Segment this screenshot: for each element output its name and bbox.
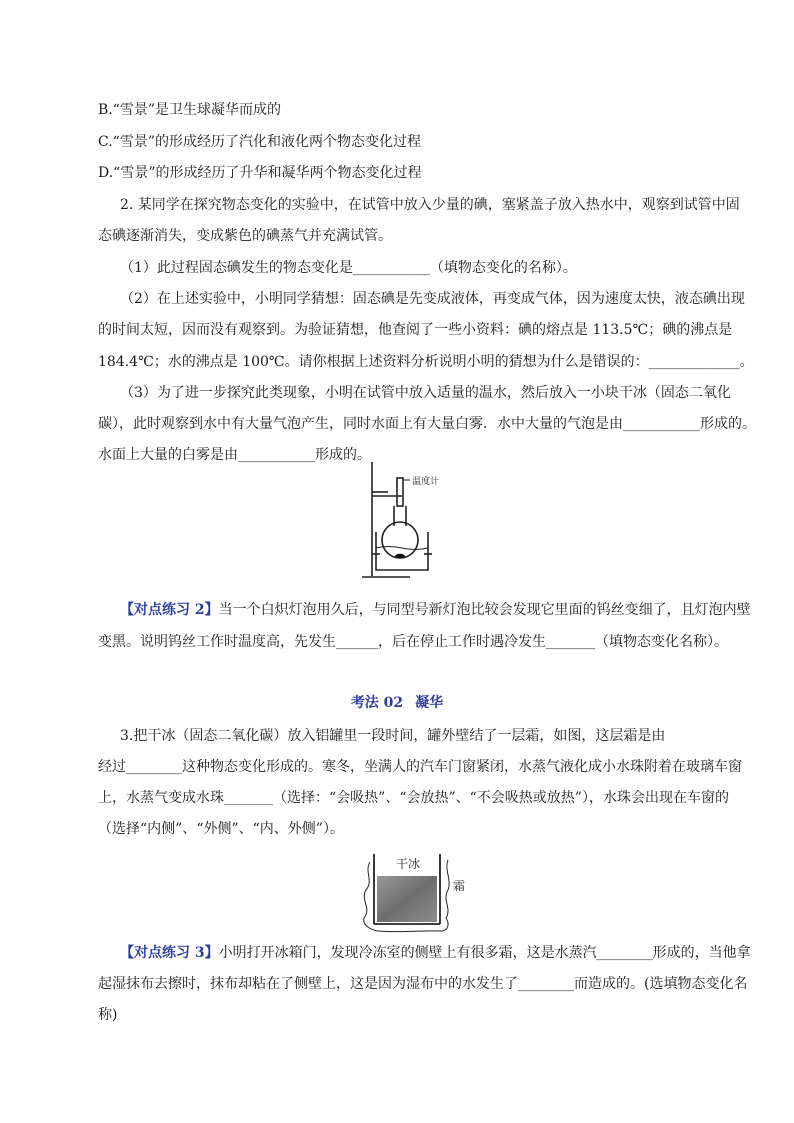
q2-part-2b: 的时间太短，因而没有观察到。为验证猜想，他查阅了一些小资料：碘的熔点是 113.5℃；碘的沸点是 bbox=[98, 322, 733, 338]
section-number: 考法 02 bbox=[350, 695, 404, 711]
practice-3-line-2: 起湿抹布去擦时，抹布却粘在了侧壁上，这是因为湿布中的水发生了________而造成的。(选填物态变化名 bbox=[98, 976, 748, 992]
q3-line-2: 经过________这种物态变化形成的。寒冬，坐满人的汽车门窗紧闭，水蒸气液化成小水珠附着在玻璃车窗 bbox=[98, 759, 742, 775]
q3-line-1: 3.把干冰（固态二氧化碳）放入铝罐里一段时间，罐外壁结了一层霜，如图，这层霜是由 bbox=[120, 728, 666, 744]
q2-part-2a: （2）在上述实验中，小明同学猜想：固态碘是先变成液体，再变成气体，因为速度太快，液态碘出现 bbox=[120, 291, 745, 307]
option-d: D.“雪景”的形成经历了升华和凝华两个物态变化过程 bbox=[98, 165, 422, 181]
section-heading bbox=[0, 692, 794, 712]
thermometer-label: 温度计 bbox=[412, 476, 440, 486]
q3-line-4: （选择“内侧”、“外侧”、“内、外侧”）。 bbox=[98, 821, 344, 837]
q2-part-3b: 碳），此时观察到水中有大量气泡产生，同时水面上有大量白雾．水中大量的气泡是由___________形成的。 bbox=[98, 416, 756, 432]
q2-line-2: 态碘逐渐消失，变成紫色的碘蒸气并充满试管。 bbox=[98, 228, 392, 244]
practice-3-line-1 bbox=[120, 943, 751, 963]
q2-part-3c: 水面上大量的白雾是由___________形成的。 bbox=[98, 447, 371, 463]
dry-ice-label: 干冰 bbox=[396, 857, 421, 871]
q2-part-2c: 184.4℃；水的沸点是 100℃。请你根据上述资料分析说明小明的猜想为什么是错误的：_____________。 bbox=[98, 354, 754, 370]
q3-line-3: 上，水蒸气变成水珠_______（选择：“会吸热”、“会放热”、“不会吸热或放热”），水珠会出现在车窗的 bbox=[98, 790, 729, 806]
practice-3-tag: 【对点练习 3】 bbox=[120, 945, 219, 961]
section-title: 凝华 bbox=[415, 695, 444, 711]
practice-2-text: 当一个白炽灯泡用久后，与同型号新灯泡比较会发现它里面的钨丝变细了，且灯泡内壁 bbox=[218, 602, 751, 618]
practice-3-line-3: 称) bbox=[98, 1007, 118, 1023]
dry-ice-can-figure bbox=[352, 852, 476, 934]
practice-3-text: 小明打开冰箱门，发现冷冻室的侧壁上有很多霜，这是水蒸汽________形成的，当他拿 bbox=[218, 945, 751, 961]
practice-2-tag: 【对点练习 2】 bbox=[120, 602, 219, 618]
option-b: B.“雪景”是卫生球凝华而成的 bbox=[98, 102, 282, 118]
frost-label: 霜 bbox=[453, 879, 466, 893]
iodine-experiment-figure bbox=[358, 458, 442, 584]
q2-part-3a: （3）为了进一步探究此类现象，小明在试管中放入适量的温水，然后放入一小块干冰（固态二氧化 bbox=[120, 385, 731, 401]
option-c: C.“雪景”的形成经历了汽化和液化两个物态变化过程 bbox=[98, 134, 421, 150]
practice-2-line-1 bbox=[120, 600, 751, 620]
q2-part-1: （1）此过程固态碘发生的物态变化是___________（填物态变化的名称）。 bbox=[120, 260, 577, 276]
practice-2-line-2: 变黑。说明钨丝工作时温度高，先发生______，后在停止工作时遇冷发生_______（填物态变化名称）。 bbox=[98, 634, 728, 650]
q2-line-1: 2. 某同学在探究物态变化的实验中，在试管中放入少量的碘，塞紧盖子放入热水中，观察到试管中固 bbox=[120, 197, 740, 213]
